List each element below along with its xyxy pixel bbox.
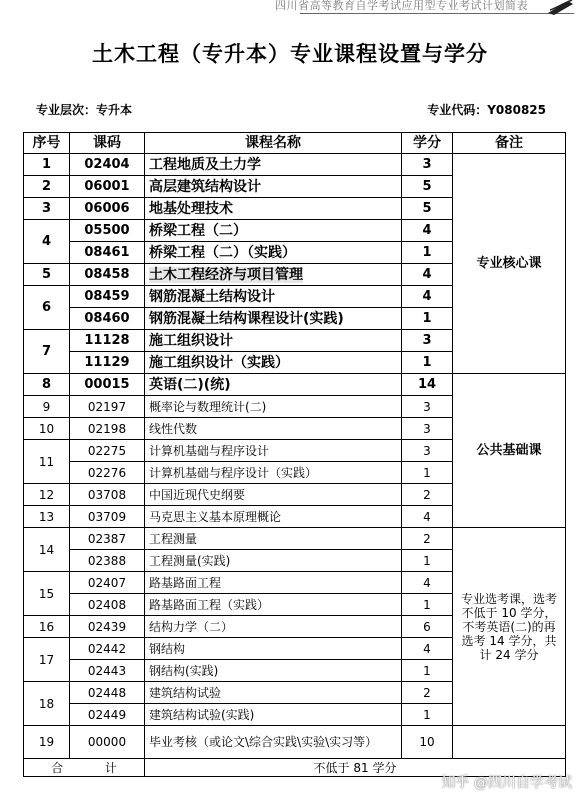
row-code: 02388 <box>70 550 145 572</box>
row-code: 02404 <box>70 154 145 176</box>
row-code: 08459 <box>70 286 145 308</box>
row-credit: 1 <box>402 308 453 330</box>
major-level: 专业层次：专升本 <box>36 103 133 117</box>
row-credit: 10 <box>402 726 453 759</box>
major-code: 专业代码：Y080825 <box>427 103 546 117</box>
row-name <box>145 264 402 286</box>
row-code: 02198 <box>70 418 145 440</box>
row-no: 14 <box>24 528 70 572</box>
row-code: 08461 <box>70 242 145 264</box>
row-name: 钢筋混凝土结构设计 <box>145 286 402 308</box>
row-credit: 3 <box>402 440 453 462</box>
row-credit: 1 <box>402 594 453 616</box>
row-code: 02442 <box>70 638 145 660</box>
row-credit: 3 <box>402 154 453 176</box>
table-header-row <box>24 133 566 154</box>
row-no: 2 <box>24 176 70 198</box>
total-label-2: 计 <box>104 760 117 775</box>
row-no: 6 <box>24 286 70 330</box>
row-no: 5 <box>24 264 70 286</box>
row-name: 路基路面工程 <box>145 572 402 594</box>
row-name: 英语(二)(统) <box>145 374 402 396</box>
row-credit: 1 <box>402 704 453 726</box>
row-credit: 5 <box>402 176 453 198</box>
row-credit: 6 <box>402 616 453 638</box>
row-credit: 2 <box>402 484 453 506</box>
row-no: 10 <box>24 418 70 440</box>
row-credit: 3 <box>402 418 453 440</box>
row-code: 11129 <box>70 352 145 374</box>
page-title: 土木工程（专升本）专业课程设置与学分 <box>92 42 488 66</box>
table-row <box>24 154 566 176</box>
row-name: 建筑结构试验 <box>145 682 402 704</box>
row-name: 高层建筑结构设计 <box>145 176 402 198</box>
row-name: 工程地质及土力学 <box>145 154 402 176</box>
course-table <box>23 132 566 777</box>
table-row <box>24 726 566 759</box>
row-code: 02408 <box>70 594 145 616</box>
row-no: 1 <box>24 154 70 176</box>
row-name: 地基处理技术 <box>145 198 402 220</box>
row-credit: 1 <box>402 242 453 264</box>
row-credit: 5 <box>402 198 453 220</box>
row-credit: 2 <box>402 682 453 704</box>
note-core: 专业核心课 <box>453 154 566 374</box>
row-code: 02407 <box>70 572 145 594</box>
row-credit: 1 <box>402 352 453 374</box>
row-name: 计算机基础与程序设计 <box>145 440 402 462</box>
pen-logo-icon <box>546 0 576 16</box>
header-name: 课程名称 <box>145 133 402 154</box>
row-name: 工程测量(实践) <box>145 550 402 572</box>
note-public: 公共基础课 <box>453 374 566 528</box>
header-code: 课码 <box>70 133 145 154</box>
row-name: 中国近现代史纲要 <box>145 484 402 506</box>
row-credit: 1 <box>402 550 453 572</box>
row-name: 路基路面工程（实践） <box>145 594 402 616</box>
row-name: 马克思主义基本原理概论 <box>145 506 402 528</box>
row-name: 工程测量 <box>145 528 402 550</box>
row-code: 00000 <box>70 726 145 759</box>
page-header <box>0 0 580 14</box>
row-name: 计算机基础与程序设计（实践） <box>145 462 402 484</box>
row-name: 桥梁工程（二）（实践） <box>145 242 402 264</box>
header-credit: 学分 <box>402 133 453 154</box>
row-code: 03708 <box>70 484 145 506</box>
row-credit: 4 <box>402 506 453 528</box>
row-name: 结构力学（二） <box>145 616 402 638</box>
row-credit: 1 <box>402 660 453 682</box>
row-no: 12 <box>24 484 70 506</box>
row-no: 16 <box>24 616 70 638</box>
watermark: 知乎 @四川自学考试 <box>441 775 572 791</box>
row-code: 02439 <box>70 616 145 638</box>
row-name: 桥梁工程（二） <box>145 220 402 242</box>
row-no: 13 <box>24 506 70 528</box>
row-code: 03709 <box>70 506 145 528</box>
header-rule <box>300 13 574 14</box>
row-code: 02276 <box>70 462 145 484</box>
row-credit: 3 <box>402 330 453 352</box>
row-code: 05500 <box>70 220 145 242</box>
row-no: 11 <box>24 440 70 484</box>
row-no: 17 <box>24 638 70 682</box>
row-code: 08458 <box>70 264 145 286</box>
row-no: 9 <box>24 396 70 418</box>
row-note-empty <box>453 726 566 759</box>
row-credit: 4 <box>402 264 453 286</box>
row-name: 钢筋混凝土结构课程设计(实践) <box>145 308 402 330</box>
row-name: 毕业考核（或论文\综合实践\实验\实习等） <box>145 726 402 759</box>
row-credit: 4 <box>402 572 453 594</box>
row-name: 线性代数 <box>145 418 402 440</box>
row-credit: 4 <box>402 286 453 308</box>
row-no: 15 <box>24 572 70 616</box>
row-code: 02448 <box>70 682 145 704</box>
total-label-1: 合 <box>51 760 64 775</box>
row-credit: 3 <box>402 396 453 418</box>
row-credit: 2 <box>402 528 453 550</box>
row-code: 02275 <box>70 440 145 462</box>
row-name: 概率论与数理统计(二) <box>145 396 402 418</box>
row-code: 02197 <box>70 396 145 418</box>
row-no: 19 <box>24 726 70 759</box>
row-code: 02443 <box>70 660 145 682</box>
row-no: 18 <box>24 682 70 726</box>
row-credit: 4 <box>402 220 453 242</box>
table-row <box>24 374 566 396</box>
row-code: 02387 <box>70 528 145 550</box>
total-label <box>24 759 145 777</box>
row-name: 钢结构 <box>145 638 402 660</box>
row-code: 11128 <box>70 330 145 352</box>
header-no: 序号 <box>24 133 70 154</box>
row-code: 02449 <box>70 704 145 726</box>
row-credit: 14 <box>402 374 453 396</box>
row-no: 4 <box>24 220 70 264</box>
row-name: 建筑结构试验(实践) <box>145 704 402 726</box>
total-value: 不低于 81 学分 <box>145 759 566 777</box>
row-name: 钢结构(实践) <box>145 660 402 682</box>
row-no: 8 <box>24 374 70 396</box>
row-name: 施工组织设计 <box>145 330 402 352</box>
row-code: 06006 <box>70 198 145 220</box>
row-name-text: 土木工程经济与项目管理 <box>149 266 303 283</box>
row-credit: 1 <box>402 462 453 484</box>
row-no: 7 <box>24 330 70 374</box>
row-credit: 4 <box>402 638 453 660</box>
note-elective: 专业选考课，选考不低于 10 学分，不考英语(二)的再选考 14 学分，共计 24 学分 <box>453 528 566 726</box>
row-name: 施工组织设计（实践） <box>145 352 402 374</box>
table-row <box>24 528 566 550</box>
row-code: 00015 <box>70 374 145 396</box>
header-text: 四川省高等教育自学考试应用型专业考试计划简表 <box>275 0 528 12</box>
row-code: 06001 <box>70 176 145 198</box>
header-note: 备注 <box>453 133 566 154</box>
row-code: 08460 <box>70 308 145 330</box>
row-no: 3 <box>24 198 70 220</box>
